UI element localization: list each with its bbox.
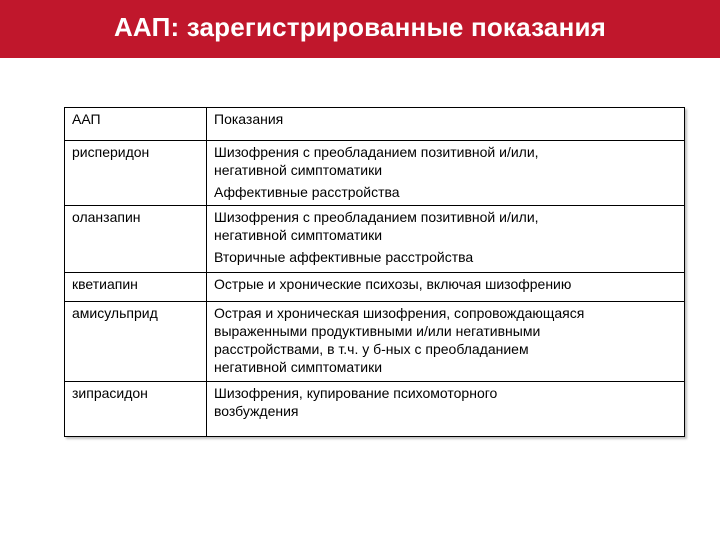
table-row bbox=[65, 301, 684, 381]
table-row bbox=[65, 205, 684, 272]
indication-line: Острая и хроническая шизофрения, сопровождающаяся bbox=[214, 304, 585, 321]
drug-name: кветиапин bbox=[65, 272, 207, 301]
title-bar bbox=[0, 0, 720, 58]
table-row bbox=[65, 140, 684, 205]
header-indications: Показания bbox=[207, 108, 685, 140]
indications-table bbox=[65, 108, 684, 436]
indication-cell bbox=[207, 140, 685, 205]
indication-line: возбуждения bbox=[214, 402, 299, 419]
indication-cell bbox=[207, 301, 685, 381]
indication-line: Аффективные расстройства bbox=[214, 183, 400, 200]
indication-line: Шизофрения, купирование психомоторного bbox=[214, 384, 498, 401]
table-row bbox=[65, 381, 684, 436]
drug-name: оланзапин bbox=[65, 205, 207, 272]
table-header-row bbox=[65, 108, 684, 140]
indication-line: расстройствами, в т.ч. у б-ных с преобладанием bbox=[214, 340, 529, 357]
indication-cell bbox=[207, 381, 685, 436]
indication-cell bbox=[207, 272, 685, 301]
drug-name: зипрасидон bbox=[65, 381, 207, 436]
indication-line: негативной симптоматики bbox=[214, 161, 383, 178]
indication-line: Шизофрения с преобладанием позитивной и/или, bbox=[214, 208, 539, 225]
page-title: ААП: зарегистрированные показания bbox=[113, 11, 607, 42]
indication-line: Острые и хронические психозы, включая шизофрению bbox=[214, 275, 572, 292]
indication-line: Шизофрения с преобладанием позитивной и/или, bbox=[214, 143, 539, 160]
drug-name: амисульприд bbox=[65, 301, 207, 381]
indication-line: Вторичные аффективные расстройства bbox=[214, 248, 474, 265]
table-row bbox=[65, 272, 684, 301]
header-drug: ААП bbox=[65, 108, 207, 140]
indication-line: негативной симптоматики bbox=[214, 358, 383, 375]
indication-line: выраженными продуктивными и/или негативными bbox=[214, 322, 541, 339]
indication-cell bbox=[207, 205, 685, 272]
indications-table-container bbox=[64, 107, 685, 437]
indication-line: негативной симптоматики bbox=[214, 226, 383, 243]
drug-name: рисперидон bbox=[65, 140, 207, 205]
